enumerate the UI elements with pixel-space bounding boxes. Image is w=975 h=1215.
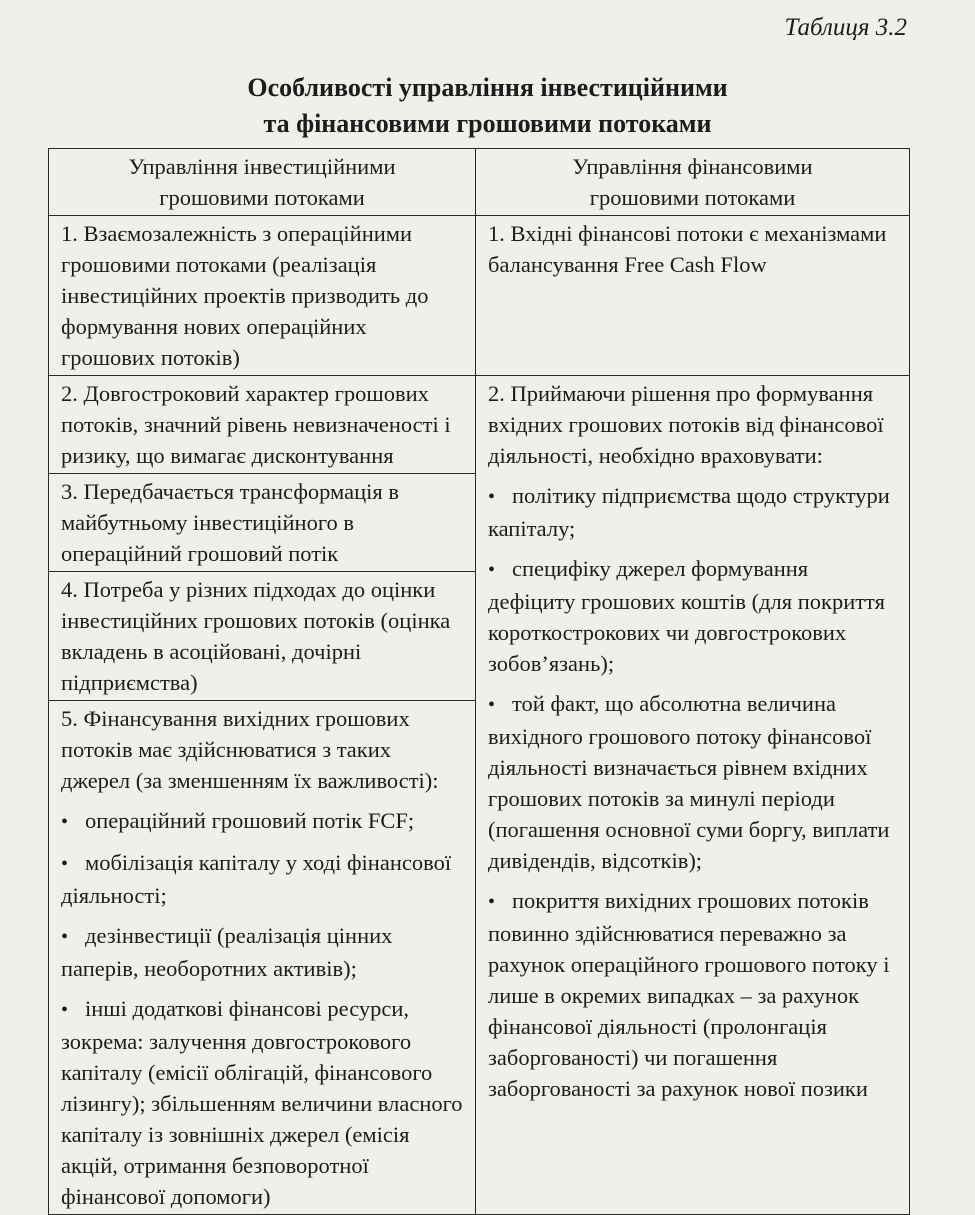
financial-item-2-intro: 2. Приймаючи рішення про формування вхідних грошових потоків від фінансової діяльності, необхідно враховувати: [488, 381, 884, 468]
investment-item-5 [49, 701, 476, 1215]
header-investment-line-2: грошовими потоками [159, 185, 365, 210]
financial-bullet: • специфіку джерел формування дефіциту грошових коштів (для покриття короткострокових чи довгострокових зобов’язань); [488, 553, 899, 679]
investment-item-1: 1. Взаємозалежність з операційними грошовими потоками (реалізація інвестиційних проектів призводить до формування нових операційних грошових потоків) [49, 216, 476, 376]
financial-bullet: • покриття вихідних грошових потоків повинно здійснюватися переважно за рахунок операційного грошового потоку і лише в окремих випадках – за рахунок фінансової діяльності (пролонгація заборгованості) чи погашення заборгованості за рахунок нової позики [488, 885, 899, 1104]
table-row [49, 376, 910, 474]
financial-bullet: • той факт, що абсолютна величина вихідного грошового потоку фінансової діяльності визначається рівнем вхідних грошових потоків за минулі періоди (погашення основної суми боргу, виплати дивідендів, відсотків); [488, 688, 899, 876]
investment-bullet: • мобілізація капіталу у ході фінансової діяльності; [61, 847, 465, 911]
investment-item-4: 4. Потреба у різних підходах до оцінки інвестиційних грошових потоків (оцінка вкладень в асоційовані, дочірні підприємства) [49, 572, 476, 701]
table-caption: Таблиця 3.2 [784, 14, 907, 41]
investment-item-5-intro: 5. Фінансування вихідних грошових потоків має здійснюватися з таких джерел (за зменшенням їх важливості): [61, 706, 439, 793]
header-financial-line-2: грошовими потоками [589, 185, 796, 210]
header-investment [49, 149, 476, 216]
financial-bullet: • політику підприємства щодо структури капіталу; [488, 480, 899, 544]
title-line-1: Особливості управління інвестиційними [247, 73, 728, 102]
header-investment-line-1: Управління інвестиційними [128, 154, 396, 179]
header-financial-line-1: Управління фінансовими [572, 154, 813, 179]
table-row [49, 216, 910, 376]
financial-item-1: 1. Вхідні фінансові потоки є механізмами балансування Free Cash Flow [476, 216, 910, 376]
title-line-2: та фінансовими грошовими потоками [263, 109, 712, 138]
header-financial [476, 149, 910, 216]
investment-item-2: 2. Довгостроковий характер грошових потоків, значний рівень невизначеності і ризику, що вимагає дисконтування [49, 376, 476, 474]
investment-bullet: • дезінвестиції (реалізація цінних паперів, необоротних активів); [61, 920, 465, 984]
table-title [0, 70, 975, 142]
financial-item-2 [476, 376, 910, 1215]
comparison-table [48, 148, 910, 1215]
table-header-row [49, 149, 910, 216]
investment-item-3: 3. Передбачається трансформація в майбутньому інвестиційного в операційний грошовий потік [49, 474, 476, 572]
investment-bullet: • операційний грошовий потік FCF; [61, 805, 465, 838]
investment-bullet: • інші додаткові фінансові ресурси, зокрема: залучення довгострокового капіталу (емісії облігацій, фінансового лізингу); збільшенням величини власного капіталу із зовнішніх джерел (емісія акцій, отримання безповоротної фінансової допомоги) [61, 993, 465, 1212]
